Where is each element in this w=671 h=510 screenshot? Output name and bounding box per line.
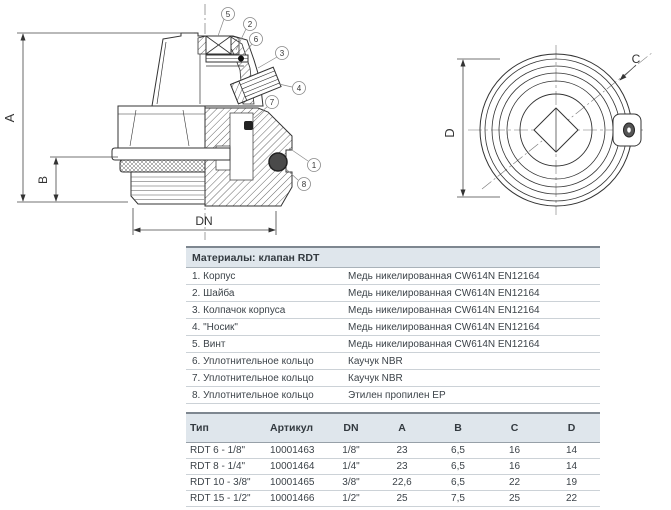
part-name: 3. Колпачок корпуса (192, 304, 286, 316)
callout-4: 4 (296, 84, 302, 93)
material-row (186, 336, 600, 353)
dim-b-label: B (36, 175, 50, 185)
dim-d (457, 59, 500, 197)
spec-row (186, 459, 600, 475)
spec-c: 25 (486, 491, 543, 507)
spec-row (186, 443, 600, 459)
spec-b: 6,5 (430, 459, 486, 475)
spec-d: 19 (543, 475, 600, 491)
material-row (186, 302, 600, 319)
material-row (186, 370, 600, 387)
spec-row (186, 491, 600, 507)
callout-3: 3 (279, 49, 285, 58)
col-b: B (430, 413, 486, 443)
callout-1: 1 (311, 161, 317, 170)
dim-b (50, 157, 118, 201)
oring8-ball (269, 153, 287, 171)
dim-c-leader (620, 65, 636, 80)
spout-boss (613, 114, 641, 146)
spec-type: RDT 6 - 1/8" (186, 443, 266, 459)
part-name: 4. "Носик" (192, 321, 238, 333)
spec-article: 10001465 (266, 475, 328, 491)
col-d: D (543, 413, 600, 443)
dim-dn-label: DN (195, 214, 213, 228)
part-material: Медь никелированная CW614N EN12164 (348, 321, 540, 333)
spec-a: 23 (374, 443, 430, 459)
callout-8: 8 (301, 180, 307, 189)
spec-dn: 3/8" (328, 475, 374, 491)
spec-d: 22 (543, 491, 600, 507)
part-material: Медь никелированная CW614N EN12164 (348, 287, 540, 299)
spec-a: 25 (374, 491, 430, 507)
col-article: Артикул (266, 413, 328, 443)
specs-table (186, 412, 600, 507)
spec-article: 10001466 (266, 491, 328, 507)
col-type: Тип (186, 413, 266, 443)
dim-a-label: A (2, 113, 17, 123)
spec-type: RDT 15 - 1/2" (186, 491, 266, 507)
spec-dn: 1/2" (328, 491, 374, 507)
part-name: 2. Шайба (192, 287, 235, 299)
section-view-drawing (0, 0, 345, 245)
dim-c-label: C (631, 52, 641, 66)
col-a: A (374, 413, 430, 443)
valve-section (112, 33, 292, 206)
callout-5: 5 (225, 10, 231, 19)
spec-d: 14 (543, 459, 600, 475)
screw-section (198, 36, 239, 54)
spec-article: 10001464 (266, 459, 328, 475)
material-row (186, 387, 600, 404)
spec-type: RDT 8 - 1/4" (186, 459, 266, 475)
part-name: 5. Винт (192, 338, 226, 350)
spec-a: 23 (374, 459, 430, 475)
materials-table-title: Материалы: клапан RDT (186, 246, 600, 268)
part-material: Медь никелированная CW614N EN12164 (348, 338, 540, 350)
dim-d-label: D (442, 128, 457, 138)
part-material: Медь никелированная CW614N EN12164 (348, 304, 540, 316)
spec-d: 14 (543, 443, 600, 459)
part-name: 1. Корпус (192, 270, 236, 282)
callout-7: 7 (269, 98, 275, 107)
part-name: 8. Уплотнительное кольцо (192, 389, 314, 401)
spec-row (186, 475, 600, 491)
threaded-end (131, 172, 205, 204)
part-name: 6. Уплотнительное кольцо (192, 355, 314, 367)
specs-header-row (186, 413, 600, 443)
spec-dn: 1/8" (328, 443, 374, 459)
part-name: 7. Уплотнительное кольцо (192, 372, 314, 384)
spec-c: 22 (486, 475, 543, 491)
spec-a: 22,6 (374, 475, 430, 491)
callout-2: 2 (247, 20, 253, 29)
spec-c: 16 (486, 443, 543, 459)
part-material: Каучук NBR (348, 372, 403, 384)
part-material: Этилен пропилен EP (348, 389, 446, 401)
flange (112, 148, 230, 160)
material-row (186, 353, 600, 370)
part-material: Каучук NBR (348, 355, 403, 367)
part-material: Медь никелированная CW614N EN12164 (348, 270, 540, 282)
material-row (186, 285, 600, 302)
spec-type: RDT 10 - 3/8" (186, 475, 266, 491)
materials-table (186, 246, 600, 404)
material-row (186, 268, 600, 285)
oring7-square (244, 121, 253, 130)
spec-c: 16 (486, 459, 543, 475)
knurled-ring (120, 160, 205, 172)
spec-b: 7,5 (430, 491, 486, 507)
spec-article: 10001463 (266, 443, 328, 459)
callout-6: 6 (253, 35, 259, 44)
spec-b: 6,5 (430, 475, 486, 491)
oring6-dot (238, 56, 244, 62)
hex-body (118, 106, 205, 148)
col-dn: DN (328, 413, 374, 443)
material-row (186, 319, 600, 336)
spec-dn: 1/4" (328, 459, 374, 475)
spec-b: 6,5 (430, 443, 486, 459)
top-view-drawing (440, 25, 671, 230)
col-c: C (486, 413, 543, 443)
